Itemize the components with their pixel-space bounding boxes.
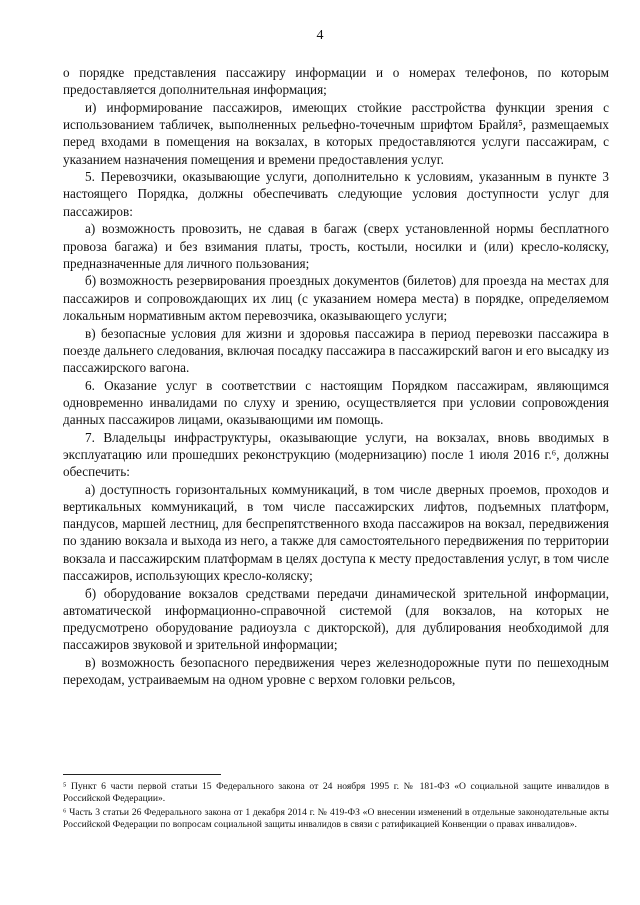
footnote-6: ⁶ Часть 3 статьи 26 Федерального закона от 1 декабря 2014 г. № 419-ФЗ «О внесении изменений в отдельные законодательные акты Российской Федерации по вопросам социальной защиты инвалидов в связи с ратификацией Конвенции о правах инвалидов». [63,806,609,831]
paragraph-i-braille: и) информирование пассажиров, имеющих стойкие расстройства функции зрения с использованием табличек, выполненных рельефно-точечным шрифтом Брайля⁵, размещаемых перед входами в помещения на вокзалах, в которых предоставляются услуги пассажирам, с указанием назначения помещения и времени предоставления услуг. [63,99,609,167]
paragraph-5b-reservation: б) возможность резервирования проездных документов (билетов) для проезда на местах для пассажиров и сопровождающих их лиц (с указанием номера места) в порядке, определяемом локальным нормативным актом перевозчика, оказывающего услуги; [63,273,609,323]
footnote-separator [63,774,221,775]
paragraph-7-infrastructure: 7. Владельцы инфраструктуры, оказывающие услуги, на вокзалах, вновь вводимых в эксплуатацию или прошедших реконструкцию (модернизацию) после 1 июля 2016 г.⁶, должны обеспечить: [63,429,609,480]
paragraph-5-carriers: 5. Перевозчики, оказывающие услуги, дополнительно к условиям, указанным в пункте 3 настоящего Порядка, должны обеспечивать следующие условия доступности услуг для пассажиров: [63,169,609,219]
paragraph-6-escort: 6. Оказание услуг в соответствии с настоящим Порядком пассажирам, являющимся одновременно инвалидами по слуху и зрению, осуществляется при условии сопровождения данных пассажиров лицами, оказывающими им помощь. [63,377,609,428]
paragraph-contacts-info: о порядке представления пассажиру информации и о номерах телефонов, по которым предоставляется дополнительная информация; [63,65,609,98]
footnotes [63,781,609,833]
paragraph-7b-visual-info: б) оборудование вокзалов средствами передачи динамической зрительной информации, автоматической информационно-справочной системой (для вокзалов, на которых не предусмотрено оборудование радиоузла с дикторской), для дублирования необходимой для пассажиров звуковой и зрительной информации; [63,585,609,653]
paragraph-7a-accessibility: а) доступность горизонтальных коммуникаций, в том числе дверных проемов, проходов и вертикальных коммуникаций, в том числе пассажирских лифтов, подъемных платформ, пандусов, маршей лестниц, для беспрепятственного входа пассажиров на вокзал, передвижения по зданию вокзала и выхода из него, а также для самостоятельного передвижения по территории вокзала и пассажирским платформам в целях доступа к месту предоставления услуг, в том числе пассажиров, использующих кресло-коляску; [63,481,609,583]
paragraph-5a-luggage: а) возможность провозить, не сдавая в багаж (сверх установленной нормы бесплатного провоза багажа) и без взимания платы, трость, костыли, носилки и (или) кресло-коляску, предназначенные для личного пользования; [63,221,609,271]
footnote-5: ⁵ Пункт 6 части первой статьи 15 Федерального закона от 24 ноября 1995 г. № 181-ФЗ «О социальной защите инвалидов в Российской Федерации». [63,781,609,805]
page-number: 4 [316,28,324,43]
paragraph-7v-crossings: в) возможность безопасного передвижения через железнодорожные пути по пешеходным переходам, устраиваемым на одном уровне с верхом головки рельсов, [63,654,609,688]
document-body [63,64,609,689]
paragraph-5v-safety: в) безопасные условия для жизни и здоровья пассажира в период перевозки пассажира в поезде дальнего следования, включая посадку пассажира в пассажирский вагон и его высадку из пассажирского вагона. [63,325,609,375]
